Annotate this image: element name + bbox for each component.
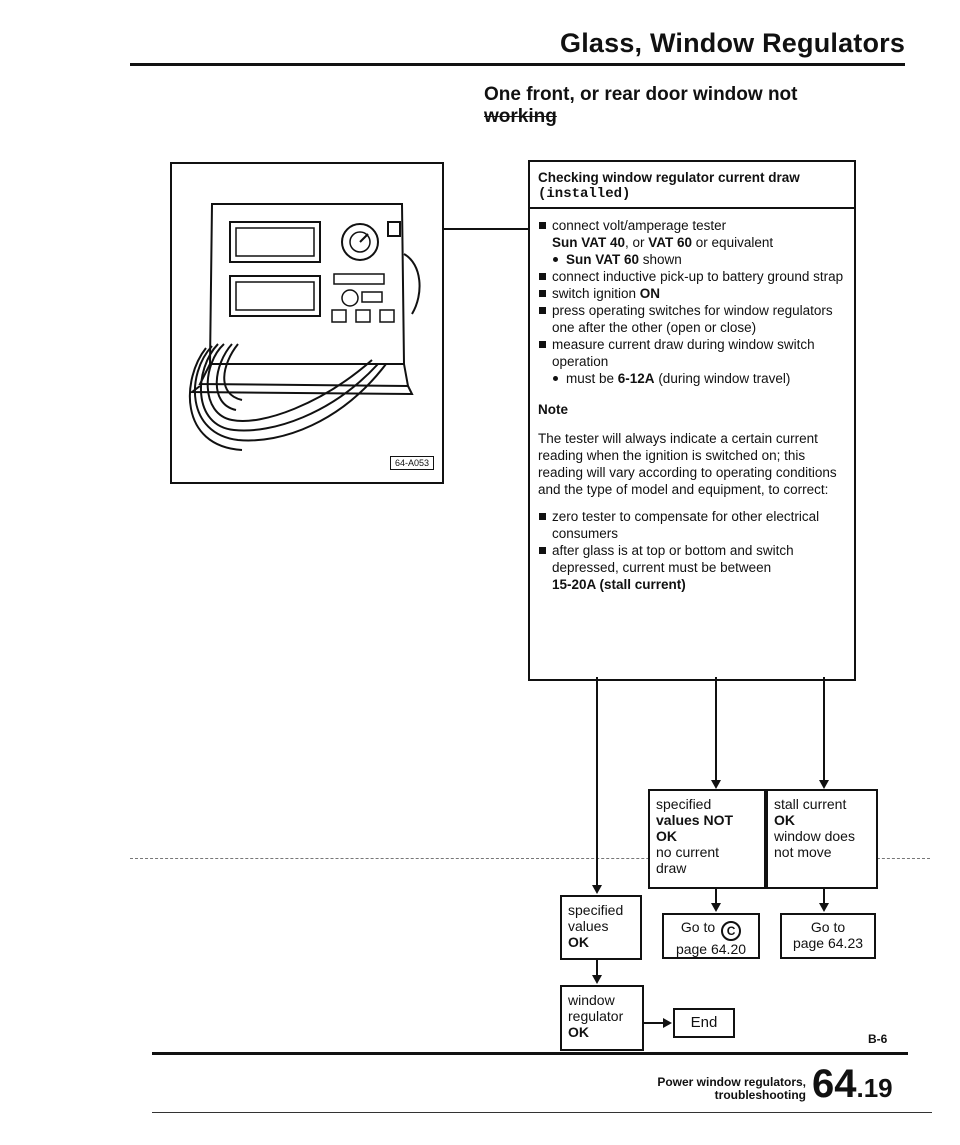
- flow-line-goto-c: [715, 889, 717, 903]
- stall-text: after glass is at top or bottom and switch depressed, current must be between: [552, 543, 794, 575]
- stall-value: 15-20A (stall current): [552, 577, 686, 592]
- goto-c-prefix: Go to: [680, 919, 716, 935]
- values-ok-line3: OK: [568, 934, 589, 950]
- values-ok-box: [560, 895, 642, 960]
- goto-c-line1: [668, 919, 754, 941]
- volt-amperage-tester-illustration: [172, 164, 442, 482]
- tester-figure: [170, 162, 444, 484]
- page-title: Glass, Window Regulators: [560, 28, 906, 58]
- goto-c-page: page 64.20: [675, 941, 747, 957]
- arrow-down-icon: [592, 975, 602, 984]
- values-ok-line2: values: [568, 918, 609, 934]
- flow-line-goto-page: [823, 889, 825, 903]
- step-item: [538, 285, 846, 302]
- values-not-ok-box: [648, 789, 766, 889]
- goto-c-box[interactable]: [662, 913, 760, 959]
- end-label: End: [690, 1014, 718, 1031]
- tester-shown-model: Sun VAT 60: [566, 252, 640, 267]
- arrow-down-icon: [711, 780, 721, 789]
- step-item: measure current draw during window switch operation: [538, 336, 846, 370]
- tester-suffix: or equivalent: [692, 235, 774, 250]
- regulator-ok-box: [560, 985, 644, 1051]
- figure-code: 64-A053: [390, 456, 434, 470]
- goto-page-line1: Go to: [810, 919, 846, 935]
- note-text: The tester will always indicate a certain current reading when the ignition is switched on; this reading will vary according to operating conditions and the type of model and equipment, to correct:: [538, 431, 837, 497]
- flow-line-end: [644, 1022, 664, 1024]
- tester-shown-text: shown: [639, 252, 682, 267]
- figure-connector: [442, 228, 528, 230]
- step-item: press operating switches for window regulators one after the other (open or close): [538, 302, 846, 336]
- section-label-line1: Power window regulators,: [657, 1075, 806, 1089]
- end-box[interactable]: [673, 1008, 735, 1038]
- section-heading: [484, 84, 844, 128]
- page-number-main: 64: [812, 1062, 857, 1106]
- step-item: connect inductive pick-up to battery ground strap: [538, 268, 846, 285]
- check-procedure-box: [528, 160, 856, 681]
- stall-line2: OK: [774, 812, 795, 828]
- header-rule: [130, 63, 905, 66]
- footer-rule-thin: [152, 1112, 932, 1113]
- section-label-line2: troubleshooting: [714, 1088, 806, 1102]
- procedure-header: [530, 162, 854, 209]
- stall-current-box: [766, 789, 878, 889]
- page-number-sub: .19: [856, 1073, 893, 1103]
- stall-line4: not move: [774, 844, 832, 860]
- section-heading-line1: One front, or rear door window not: [484, 84, 798, 105]
- values-not-ok-line4: no current: [656, 844, 720, 860]
- values-not-ok-line5: draw: [656, 860, 687, 876]
- flow-line-regulator: [596, 960, 598, 976]
- ignition-text: switch ignition: [552, 286, 640, 301]
- procedure-subtitle: (installed): [538, 186, 631, 202]
- arrow-down-icon: [711, 903, 721, 912]
- section-heading-line2: working: [484, 106, 557, 127]
- tester-sep: , or: [625, 235, 649, 250]
- regulator-line3: OK: [568, 1024, 589, 1040]
- step-item: zero tester to compensate for other electrical consumers: [538, 508, 846, 542]
- regulator-line1: window: [568, 992, 615, 1008]
- values-not-ok-line2: values NOT: [656, 812, 734, 828]
- circled-c-icon: C: [721, 921, 741, 941]
- stall-line1: stall current: [774, 796, 847, 812]
- procedure-title: Checking window regulator current draw: [538, 170, 800, 185]
- spec-pre: must be: [566, 371, 618, 386]
- arrow-down-icon: [819, 780, 829, 789]
- footer-rule: [152, 1052, 908, 1055]
- section-label: [636, 1076, 806, 1102]
- page-number: [812, 1062, 893, 1107]
- step-subitem: [538, 370, 846, 387]
- note-label: Note: [538, 402, 568, 417]
- procedure-body: [530, 209, 854, 593]
- step-subitem: [538, 251, 846, 268]
- goto-page-line2: page 64.23: [792, 935, 864, 951]
- page-code: B-6: [868, 1032, 888, 1046]
- values-not-ok-line3: OK: [656, 828, 677, 844]
- arrow-right-icon: [663, 1018, 672, 1028]
- spec-post: (during window travel): [654, 371, 791, 386]
- values-not-ok-line1: specified: [656, 796, 712, 812]
- goto-page-box[interactable]: [780, 913, 876, 959]
- spec-value: 6-12A: [617, 371, 655, 386]
- values-ok-line1: specified: [568, 902, 624, 918]
- flow-line-stall: [823, 677, 825, 780]
- step-item: [538, 542, 846, 593]
- regulator-line2: regulator: [568, 1008, 624, 1024]
- step-item: connect volt/amperage tester: [538, 217, 846, 234]
- flow-line-ok: [596, 677, 598, 886]
- tester-model-2: VAT 60: [648, 235, 693, 250]
- arrow-down-icon: [592, 885, 602, 894]
- step-detail: [538, 234, 846, 251]
- flow-line-not-ok: [715, 677, 717, 780]
- ignition-state: ON: [639, 286, 661, 301]
- stall-line3: window does: [774, 828, 855, 844]
- arrow-down-icon: [819, 903, 829, 912]
- tester-model-1: Sun VAT 40: [552, 235, 626, 250]
